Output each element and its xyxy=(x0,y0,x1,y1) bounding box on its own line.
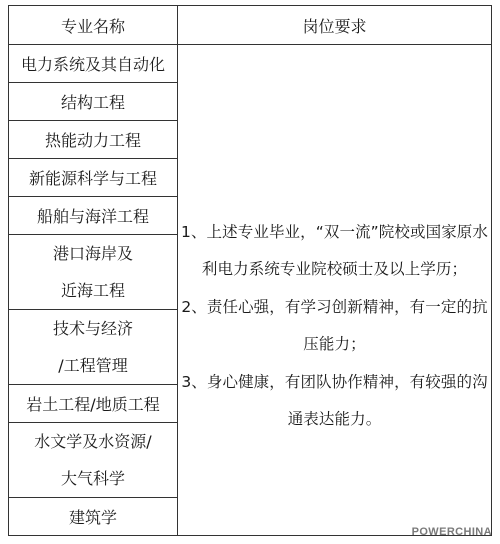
major-cell: 技术与经济 /工程管理 xyxy=(9,310,178,385)
major-cell: 船舶与海洋工程 xyxy=(9,197,178,235)
header-major: 专业名称 xyxy=(9,6,178,45)
requirement-item: 3、身心健康，有团队协作精神，有较强的沟通表达能力。 xyxy=(181,372,488,428)
powerchina-watermark: POWERCHINA xyxy=(411,526,492,538)
job-requirements-table xyxy=(8,5,492,536)
requirement-item: 1、上述专业毕业，“双一流”院校或国家原水利电力系统专业院校硕士及以上学历； xyxy=(180,222,489,278)
major-cell: 港口海岸及 近海工程 xyxy=(9,235,178,310)
major-cell: 建筑学 xyxy=(9,498,178,536)
table-row xyxy=(9,45,492,83)
major-cell: 结构工程 xyxy=(9,83,178,121)
header-requirements: 岗位要求 xyxy=(178,6,492,45)
requirements-cell xyxy=(178,45,492,536)
major-cell: 电力系统及其自动化 xyxy=(9,45,178,83)
major-cell: 新能源科学与工程 xyxy=(9,159,178,197)
major-cell: 热能动力工程 xyxy=(9,121,178,159)
header-row xyxy=(9,6,492,45)
requirement-item: 2、责任心强，有学习创新精神，有一定的抗压能力； xyxy=(181,297,488,353)
major-cell: 岩土工程/地质工程 xyxy=(9,385,178,423)
major-cell: 水文学及水资源/ 大气科学 xyxy=(9,423,178,498)
